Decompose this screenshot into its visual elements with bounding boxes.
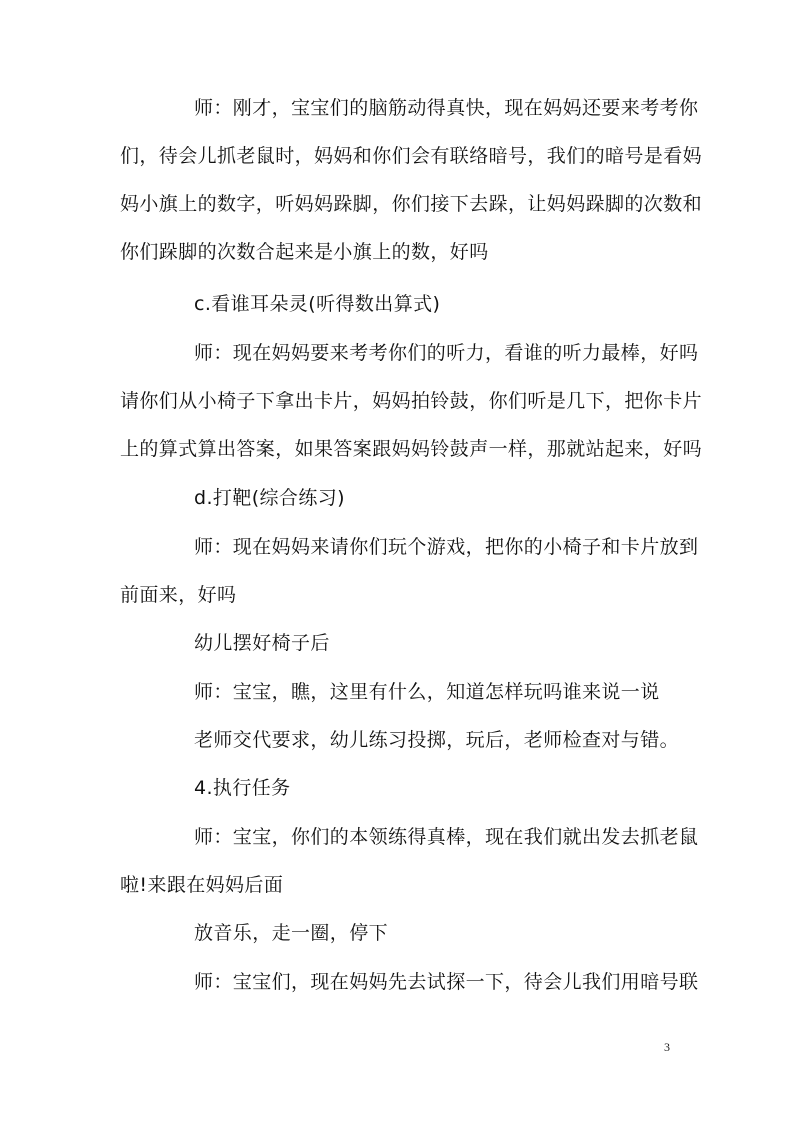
paragraph-line: 师：现在妈妈来请你们玩个游戏，把你的小椅子和卡片放到 xyxy=(194,536,699,558)
paragraph-line: 上的算式算出答案，如果答案跟妈妈铃鼓声一样，那就站起来，好吗 xyxy=(120,438,703,460)
paragraph-line: 们，待会儿抓老鼠时，妈妈和你们会有联络暗号，我们的暗号是看妈 xyxy=(120,145,703,167)
paragraph-line: 师：宝宝们，现在妈妈先去试探一下，待会儿我们用暗号联 xyxy=(194,971,699,993)
paragraph-line: 前面来，好吗 xyxy=(120,584,237,606)
page-number: 3 xyxy=(664,1040,670,1054)
paragraph-line: 你们跺脚的次数合起来是小旗上的数，好吗 xyxy=(120,241,489,263)
section-heading: 4.执行任务 xyxy=(194,777,291,799)
paragraph-line: 师：现在妈妈要来考考你们的听力，看谁的听力最棒，好吗 xyxy=(194,342,699,364)
paragraph-line: 师：刚才，宝宝们的脑筋动得真快，现在妈妈还要来考考你 xyxy=(194,97,699,119)
paragraph-line: 妈小旗上的数字，听妈妈跺脚，你们接下去跺，让妈妈跺脚的次数和 xyxy=(120,193,703,215)
paragraph-line: 师：宝宝，瞧，这里有什么，知道怎样玩吗谁来说一说 xyxy=(194,681,660,703)
section-heading: d.打靶(综合练习) xyxy=(194,487,345,509)
paragraph-line: 请你们从小椅子下拿出卡片，妈妈拍铃鼓，你们听是几下，把你卡片 xyxy=(120,390,703,412)
section-heading: c.看谁耳朵灵(听得数出算式) xyxy=(194,293,441,315)
paragraph-line: 师：宝宝，你们的本领练得真棒，现在我们就出发去抓老鼠 xyxy=(194,826,699,848)
paragraph-line: 老师交代要求，幼儿练习投掷，玩后，老师检查对与错。 xyxy=(194,729,680,751)
paragraph-line: 幼儿摆好椅子后 xyxy=(194,632,330,654)
paragraph-line: 啦!来跟在妈妈后面 xyxy=(120,874,284,896)
paragraph-line: 放音乐，走一圈，停下 xyxy=(194,922,389,944)
